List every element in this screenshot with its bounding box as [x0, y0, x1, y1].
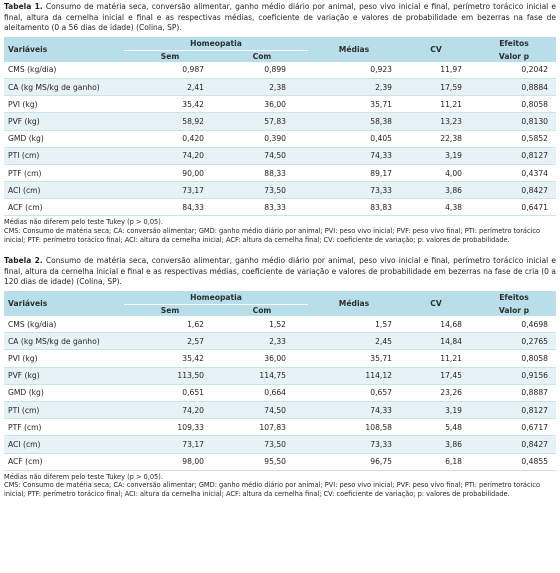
p-value-cell: 0,2042: [472, 62, 556, 79]
table-1-note: [4, 218, 556, 244]
section-gap: [0, 244, 560, 256]
table-1-caption: [4, 2, 556, 34]
com-cell: 74,50: [216, 401, 308, 418]
header-com: Com: [216, 50, 308, 62]
table-row: [4, 453, 556, 470]
table-row: [4, 333, 556, 350]
cv-cell: 4,38: [400, 199, 472, 216]
table-2-note: [4, 473, 556, 499]
p-value-cell: 0,8127: [472, 401, 556, 418]
table-2-body: [4, 316, 556, 470]
cv-cell: 17,59: [400, 78, 472, 95]
cv-cell: 11,21: [400, 96, 472, 113]
table-row: [4, 147, 556, 164]
sem-cell: 73,17: [124, 182, 216, 199]
table-row: [4, 419, 556, 436]
p-value-cell: 0,8887: [472, 384, 556, 401]
table-row: [4, 113, 556, 130]
com-cell: 73,50: [216, 436, 308, 453]
p-value-cell: 0,5852: [472, 130, 556, 147]
header-homeopatia: Homeopatia: [124, 37, 308, 51]
media-cell: 1,57: [308, 316, 400, 333]
table-row: [4, 62, 556, 79]
sem-cell: 35,42: [124, 96, 216, 113]
sem-cell: 35,42: [124, 350, 216, 367]
table-row: [4, 401, 556, 418]
variable-cell: PVI (kg): [4, 350, 124, 367]
media-cell: 74,33: [308, 147, 400, 164]
header-variables: Variáveis: [4, 291, 124, 316]
media-cell: 83,83: [308, 199, 400, 216]
variable-cell: PTF (cm): [4, 419, 124, 436]
cv-cell: 14,84: [400, 333, 472, 350]
cv-cell: 23,26: [400, 384, 472, 401]
p-value-cell: 0,4698: [472, 316, 556, 333]
media-cell: 89,17: [308, 164, 400, 181]
table-1-label: Tabela 1.: [4, 2, 43, 11]
table-row: [4, 182, 556, 199]
variable-cell: ACI (cm): [4, 436, 124, 453]
sem-cell: 0,651: [124, 384, 216, 401]
p-value-cell: 0,9156: [472, 367, 556, 384]
cv-cell: 6,18: [400, 453, 472, 470]
p-value-cell: 0,8127: [472, 147, 556, 164]
variable-cell: CMS (kg/dia): [4, 62, 124, 79]
com-cell: 95,50: [216, 453, 308, 470]
table-row: [4, 96, 556, 113]
table-row: [4, 164, 556, 181]
variable-cell: ACF (cm): [4, 199, 124, 216]
header-valor-p: Valor p: [472, 50, 556, 62]
sem-cell: 0,420: [124, 130, 216, 147]
table-row: [4, 436, 556, 453]
variable-cell: ACI (cm): [4, 182, 124, 199]
sem-cell: 84,33: [124, 199, 216, 216]
com-cell: 114,75: [216, 367, 308, 384]
variable-cell: PVF (kg): [4, 367, 124, 384]
table-1-section: [0, 2, 560, 244]
sem-cell: 109,33: [124, 419, 216, 436]
variable-cell: PTI (cm): [4, 401, 124, 418]
cv-cell: 3,86: [400, 182, 472, 199]
sem-cell: 74,20: [124, 147, 216, 164]
sem-cell: 98,00: [124, 453, 216, 470]
media-cell: 73,33: [308, 182, 400, 199]
header-efeitos: Efeitos: [472, 37, 556, 51]
table-row: [4, 199, 556, 216]
p-value-cell: 0,8427: [472, 182, 556, 199]
p-value-cell: 0,6471: [472, 199, 556, 216]
table-row: [4, 78, 556, 95]
sem-cell: 2,57: [124, 333, 216, 350]
media-cell: 0,405: [308, 130, 400, 147]
cv-cell: 13,23: [400, 113, 472, 130]
p-value-cell: 0,2765: [472, 333, 556, 350]
variable-cell: CA (kg MS/kg de ganho): [4, 333, 124, 350]
header-efeitos: Efeitos: [472, 291, 556, 305]
header-sem: Sem: [124, 305, 216, 317]
cv-cell: 17,45: [400, 367, 472, 384]
table-2: [4, 291, 556, 471]
variable-cell: GMD (kg): [4, 130, 124, 147]
table-1-note-1: Médias não diferem pelo teste Tukey (p > 0,05).: [4, 218, 163, 227]
table-2-caption-text: Consumo de matéria seca, conversão alimentar, ganho médio diário por animal, peso vivo inicial e final, perímetro torácico inicial e final, altura da cernelha inicial e final e as respectivas médias, coeficiente de variação e valores de probabilidade em bezerras na fase de cria (0 a 120 dias de idade) (Colina, SP).: [4, 256, 556, 287]
sem-cell: 1,62: [124, 316, 216, 333]
sem-cell: 74,20: [124, 401, 216, 418]
media-cell: 73,33: [308, 436, 400, 453]
com-cell: 36,00: [216, 350, 308, 367]
table-row: [4, 384, 556, 401]
cv-cell: 11,21: [400, 350, 472, 367]
com-cell: 0,664: [216, 384, 308, 401]
p-value-cell: 0,8884: [472, 78, 556, 95]
sem-cell: 73,17: [124, 436, 216, 453]
p-value-cell: 0,8130: [472, 113, 556, 130]
sem-cell: 0,987: [124, 62, 216, 79]
cv-cell: 3,86: [400, 436, 472, 453]
header-valor-p: Valor p: [472, 305, 556, 317]
com-cell: 57,83: [216, 113, 308, 130]
variable-cell: CA (kg MS/kg de ganho): [4, 78, 124, 95]
media-cell: 2,45: [308, 333, 400, 350]
media-cell: 96,75: [308, 453, 400, 470]
sem-cell: 90,00: [124, 164, 216, 181]
table-2-note-2: CMS: Consumo de matéria seca; CA: conversão alimentar; GMD: ganho médio diário por animal; PVI: peso vivo inicial; PVF: peso vivo final; PTI: perímetro torácico inicial; PTF: perímetro torácico final; ACI: altura da cernelha inicial; ACF: altura da cernelha final; CV: coeficiente de variação; p: valores de probabilidade.: [4, 481, 541, 498]
com-cell: 74,50: [216, 147, 308, 164]
table-1-note-2: CMS: Consumo de matéria seca; CA: conversão alimentar; GMD: ganho médio diário por animal; PVI: peso vivo inicial; PVF: peso vivo final; PTI: perímetro torácico inicial; PTF: perímetro torácico final; ACI: altura da cernelha inicial; ACF: altura da cernelha final; CV: coeficiente de variação; p: valores de probabilidade.: [4, 227, 541, 244]
header-homeopatia: Homeopatia: [124, 291, 308, 305]
com-cell: 0,899: [216, 62, 308, 79]
variable-cell: PVI (kg): [4, 96, 124, 113]
table-row: [4, 316, 556, 333]
document-page: [0, 2, 560, 573]
header-com: Com: [216, 305, 308, 317]
table-row: [4, 130, 556, 147]
com-cell: 2,38: [216, 78, 308, 95]
media-cell: 108,58: [308, 419, 400, 436]
p-value-cell: 0,8058: [472, 350, 556, 367]
variable-cell: PTI (cm): [4, 147, 124, 164]
table-2-caption: [4, 256, 556, 288]
media-cell: 35,71: [308, 350, 400, 367]
table-1: [4, 37, 556, 217]
table-2-note-1: Médias não diferem pelo teste Tukey (p > 0,05).: [4, 472, 163, 481]
p-value-cell: 0,4374: [472, 164, 556, 181]
com-cell: 88,33: [216, 164, 308, 181]
cv-cell: 3,19: [400, 401, 472, 418]
sem-cell: 2,41: [124, 78, 216, 95]
header-cv: CV: [400, 37, 472, 62]
variable-cell: PVF (kg): [4, 113, 124, 130]
table-2-section: [0, 256, 560, 498]
p-value-cell: 0,6717: [472, 419, 556, 436]
cv-cell: 5,48: [400, 419, 472, 436]
media-cell: 0,923: [308, 62, 400, 79]
com-cell: 73,50: [216, 182, 308, 199]
header-medias: Médias: [308, 291, 400, 316]
com-cell: 0,390: [216, 130, 308, 147]
header-sem: Sem: [124, 50, 216, 62]
cv-cell: 22,38: [400, 130, 472, 147]
media-cell: 58,38: [308, 113, 400, 130]
media-cell: 2,39: [308, 78, 400, 95]
variable-cell: ACF (cm): [4, 453, 124, 470]
com-cell: 83,33: [216, 199, 308, 216]
cv-cell: 3,19: [400, 147, 472, 164]
p-value-cell: 0,8058: [472, 96, 556, 113]
table-row: [4, 350, 556, 367]
header-cv: CV: [400, 291, 472, 316]
table-row: [4, 367, 556, 384]
media-cell: 0,657: [308, 384, 400, 401]
variable-cell: PTF (cm): [4, 164, 124, 181]
p-value-cell: 0,8427: [472, 436, 556, 453]
cv-cell: 4,00: [400, 164, 472, 181]
media-cell: 35,71: [308, 96, 400, 113]
com-cell: 1,52: [216, 316, 308, 333]
sem-cell: 113,50: [124, 367, 216, 384]
com-cell: 36,00: [216, 96, 308, 113]
header-medias: Médias: [308, 37, 400, 62]
media-cell: 74,33: [308, 401, 400, 418]
media-cell: 114,12: [308, 367, 400, 384]
variable-cell: CMS (kg/dia): [4, 316, 124, 333]
sem-cell: 58,92: [124, 113, 216, 130]
com-cell: 2,33: [216, 333, 308, 350]
table-2-label: Tabela 2.: [4, 256, 43, 266]
variable-cell: GMD (kg): [4, 384, 124, 401]
header-variables: Variáveis: [4, 37, 124, 62]
table-1-caption-text: Consumo de matéria seca, conversão alimentar, ganho médio diário por animal, peso vivo inicial e final, perímetro torácico inicial e final, altura da cernelha inicial e final e as respectivas médias, coeficiente de variação e valores de probabilidade em bezerras na fase de aleitamento (0 a 56 dias de idade) (Colina, SP).: [4, 2, 556, 33]
cv-cell: 14,68: [400, 316, 472, 333]
p-value-cell: 0,4855: [472, 453, 556, 470]
table-1-body: [4, 62, 556, 216]
com-cell: 107,83: [216, 419, 308, 436]
cv-cell: 11,97: [400, 62, 472, 79]
